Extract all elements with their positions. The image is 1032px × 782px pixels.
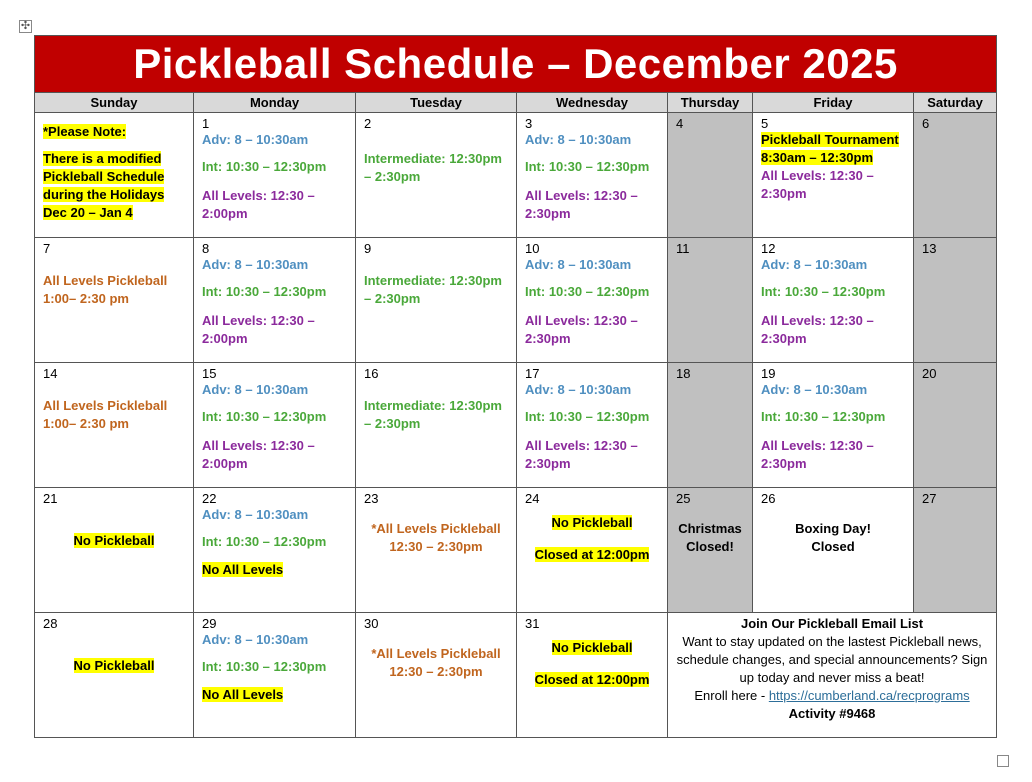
date-number: 7 [43,241,51,256]
adv-session: Adv: 8 – 10:30am [202,132,309,147]
int-session: Int: 10:30 – 12:30pm [202,284,327,299]
all-levels-session: All Levels: 12:30 – 2:30pm [525,188,638,221]
day-cell [753,363,914,488]
holiday-all-levels-session: *All Levels Pickleball 12:30 – 2:30pm [371,646,501,679]
table-resize-handle[interactable] [997,755,1009,767]
date-number: 21 [43,491,58,506]
day-cell [517,363,668,488]
date-number: 10 [525,241,540,256]
date-number: 22 [202,491,217,506]
christmas-closed-note: Christmas Closed! [678,521,742,554]
week-row [35,613,997,738]
no-pickleball-note: No Pickleball [73,533,155,548]
adv-session: Adv: 8 – 10:30am [525,257,632,272]
all-levels-session: All Levels: 12:30 – 2:30pm [761,168,874,201]
date-number: 14 [43,366,58,381]
day-cell-thursday [668,238,753,363]
day-cell [194,363,356,488]
week-row [35,488,997,613]
date-number: 15 [202,366,217,381]
int-session: Int: 10:30 – 12:30pm [202,159,327,174]
all-levels-session: All Levels: 12:30 – 2:30pm [761,313,874,346]
holiday-note-cell [35,113,194,238]
int-session: Int: 10:30 – 12:30pm [202,409,327,424]
all-levels-session: All Levels: 12:30 – 2:30pm [525,313,638,346]
holiday-all-levels-session: *All Levels Pickleball 12:30 – 2:30pm [371,521,501,554]
day-cell [194,238,356,363]
no-pickleball-note: No Pickleball [551,515,633,530]
date-number: 12 [761,241,776,256]
int-session: Int: 10:30 – 12:30pm [202,534,327,549]
day-cell [356,488,517,613]
int-session: Int: 10:30 – 12:30pm [525,159,650,174]
date-number: 18 [676,366,691,381]
adv-session: Adv: 8 – 10:30am [525,382,632,397]
all-levels-session: All Levels: 12:30 – 2:30pm [761,438,874,471]
all-levels-session: All Levels: 12:30 – 2:00pm [202,188,315,221]
week-row [35,113,997,238]
adv-session: Adv: 8 – 10:30am [761,257,868,272]
adv-session: Adv: 8 – 10:30am [202,382,309,397]
no-all-levels-note: No All Levels [202,562,284,577]
date-number: 6 [922,116,930,131]
day-cell-thursday [668,488,753,613]
int-session: Int: 10:30 – 12:30pm [525,284,650,299]
day-cell [356,113,517,238]
day-cell [35,238,194,363]
date-number: 27 [922,491,937,506]
date-number: 8 [202,241,210,256]
schedule-table [34,35,997,738]
intermediate-session: Intermediate: 12:30pm – 2:30pm [364,398,502,431]
date-number: 26 [761,491,776,506]
email-body: Want to stay updated on the lastest Pickleball news, schedule changes, and special announcements? Sign up today and never miss a beat! [676,634,988,685]
closed-noon-note: Closed at 12:00pm [534,672,650,687]
day-header: Thursday [668,93,753,113]
day-cell [517,113,668,238]
day-header: Tuesday [356,93,517,113]
day-header: Wednesday [517,93,668,113]
tournament-note: Pickleball Tournament 8:30am – 12:30pm [761,132,899,165]
no-all-levels-note: No All Levels [202,687,284,702]
closed-noon-note: Closed at 12:00pm [534,547,650,562]
boxing-day-note: Boxing Day! Closed [795,521,871,554]
date-number: 4 [676,116,684,131]
day-cell-thursday [668,113,753,238]
adv-session: Adv: 8 – 10:30am [525,132,632,147]
adv-session: Adv: 8 – 10:30am [761,382,868,397]
date-number: 11 [676,241,690,256]
intermediate-session: Intermediate: 12:30pm – 2:30pm [364,273,502,306]
adv-session: Adv: 8 – 10:30am [202,257,309,272]
date-number: 30 [364,616,379,631]
date-number: 19 [761,366,776,381]
day-cell [194,113,356,238]
week-row [35,363,997,488]
date-number: 16 [364,366,379,381]
table-move-handle[interactable]: ✣ [20,20,31,32]
date-number: 17 [525,366,540,381]
no-pickleball-note: No Pickleball [73,658,155,673]
date-number: 9 [364,241,372,256]
date-number: 5 [761,116,769,131]
email-heading: Join Our Pickleball Email List [741,616,924,631]
day-cell [753,488,914,613]
adv-session: Adv: 8 – 10:30am [202,507,309,522]
note-body: There is a modified Pickleball Schedule during the Holidays Dec 20 – Jan 4 [43,151,165,220]
date-number: 28 [43,616,58,631]
enroll-label: Enroll here - [694,688,769,703]
date-number: 29 [202,616,217,631]
int-session: Int: 10:30 – 12:30pm [761,284,886,299]
day-cell-saturday [914,363,997,488]
all-levels-session: All Levels: 12:30 – 2:00pm [202,438,315,471]
no-pickleball-note: No Pickleball [551,640,633,655]
day-header: Friday [753,93,914,113]
int-session: Int: 10:30 – 12:30pm [761,409,886,424]
activity-number: Activity #9468 [788,706,876,721]
day-cell [517,238,668,363]
day-cell [35,488,194,613]
date-number: 23 [364,491,379,506]
day-cell [356,613,517,738]
day-cell [356,363,517,488]
email-signup-box [668,613,997,738]
sunday-session: All Levels Pickleball 1:00– 2:30 pm [43,273,168,306]
day-cell [194,613,356,738]
adv-session: Adv: 8 – 10:30am [202,632,309,647]
sunday-session: All Levels Pickleball 1:00– 2:30 pm [43,398,168,431]
all-levels-session: All Levels: 12:30 – 2:00pm [202,313,315,346]
day-cell [35,613,194,738]
day-cell [517,613,668,738]
day-cell [35,363,194,488]
day-header: Saturday [914,93,997,113]
date-number: 13 [922,241,937,256]
week-row [35,238,997,363]
day-cell [517,488,668,613]
day-cell-saturday [914,238,997,363]
enroll-line [674,687,990,705]
weekday-header [35,93,997,113]
date-number: 20 [922,366,937,381]
day-cell [753,238,914,363]
day-cell-saturday [914,113,997,238]
day-header: Sunday [35,93,194,113]
day-cell [194,488,356,613]
int-session: Int: 10:30 – 12:30pm [202,659,327,674]
note-title: *Please Note: [43,124,127,139]
intermediate-session: Intermediate: 12:30pm – 2:30pm [364,151,502,184]
day-header: Monday [194,93,356,113]
date-number: 24 [525,491,540,506]
all-levels-session: All Levels: 12:30 – 2:30pm [525,438,638,471]
date-number: 1 [202,116,210,131]
day-cell-saturday [914,488,997,613]
date-number: 3 [525,116,533,131]
day-cell [753,113,914,238]
day-cell-thursday [668,363,753,488]
date-number: 2 [364,116,372,131]
day-cell [356,238,517,363]
page-title: Pickleball Schedule – December 2025 [35,36,997,93]
enroll-link[interactable]: https://cumberland.ca/recprograms [768,688,970,703]
int-session: Int: 10:30 – 12:30pm [525,409,650,424]
date-number: 31 [525,616,540,631]
date-number: 25 [676,491,691,506]
